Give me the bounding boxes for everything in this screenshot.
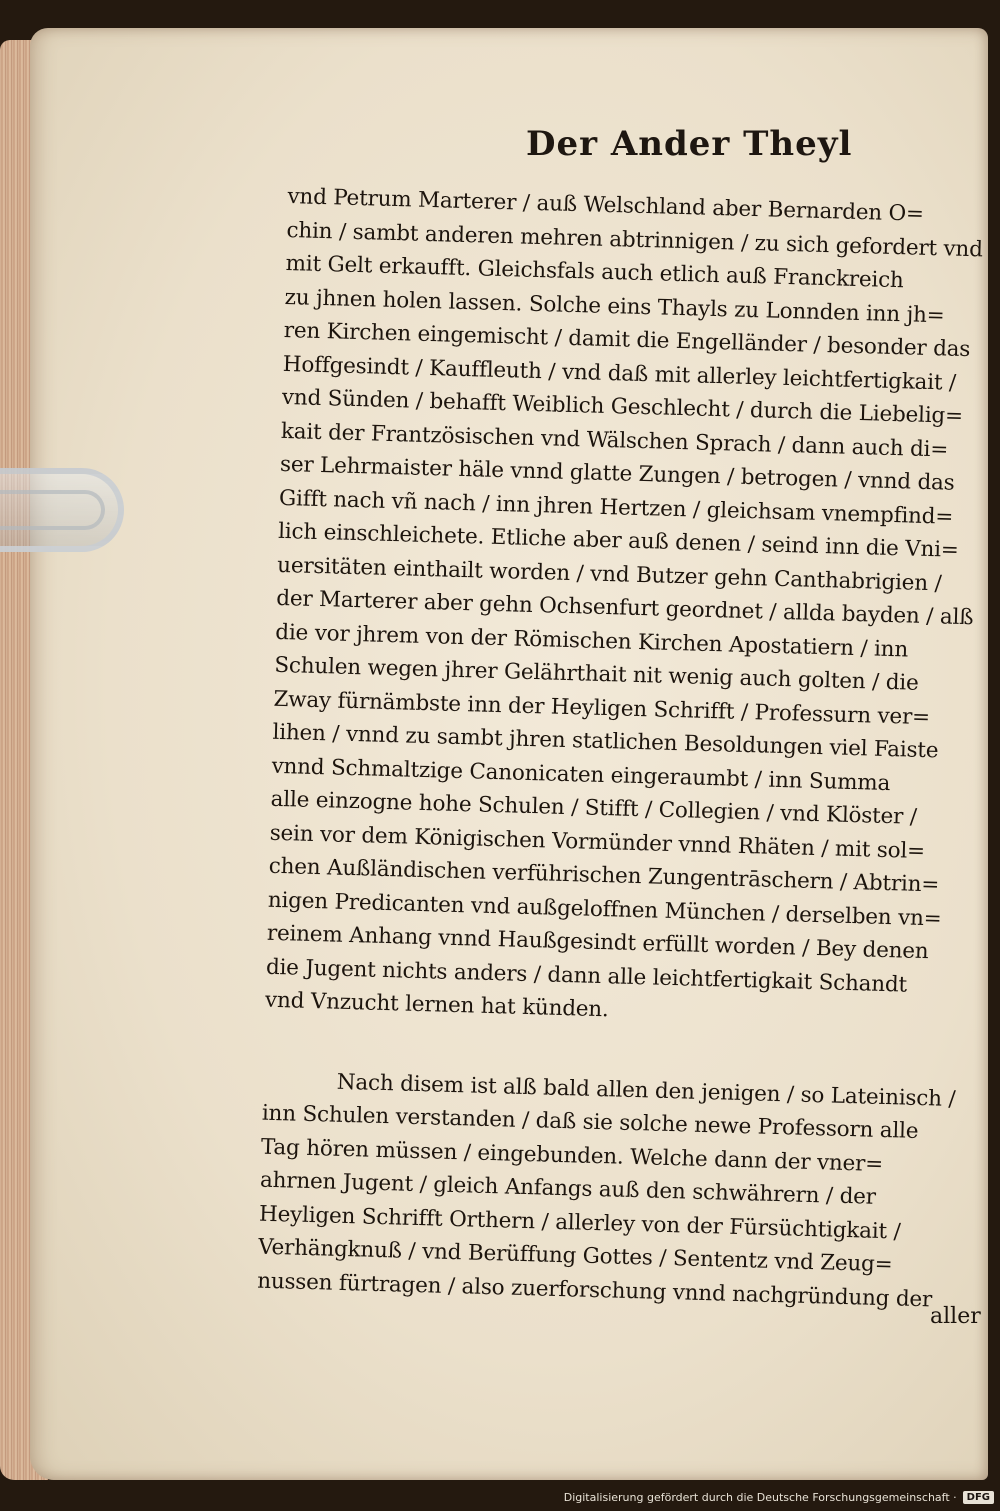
text-line: Nach disem ist alß bald allen den jenigen / so Lateinisch / [336,1069,956,1112]
text-line: lihen / vnnd zu sambt jhren statlichen Besoldungen viel Faiste [272,719,939,764]
text-line: der Marterer aber gehn Ochsenfurt geordnet / allda bayden / alß [275,585,974,631]
dfg-logo: DFG [963,1491,994,1504]
text-line: reinem Anhang vnnd Haußgesindt erfüllt worden / Bey denen [266,920,929,965]
text-line: Verhängknuß / vnd Berüffung Gottes / Sententz vnd Zeug= [257,1234,893,1278]
text-line: ahrnen Jugent / gleich Anfangs auß den schwährern / der [259,1167,877,1210]
text-line: Heyligen Schrifft Orthern / allerley von der Fürsüchtigkait / [258,1201,901,1245]
body-text [257,180,988,1317]
text-line: chen Außländischen verführischen Zungentrāschern / Abtrin= [268,853,940,898]
text-line: die Jugent nichts anders / dann alle leichtfertigkait Schandt [265,954,908,998]
text-line: vnd Petrum Marterer / auß Welschland aber Bernarden O= [287,183,925,227]
paragraph-2 [257,1063,969,1317]
text-line: Gifft nach vñ nach / inn jhren Hertzen / gleichsam vnempfind= [278,485,954,530]
text-line: sein vor dem Königischen Vormünder vnnd Rhäten / mit sol= [269,820,926,864]
text-line: vnnd Schmaltzige Canonicaten eingeraumbt / inn Summa [271,753,891,796]
catchword: aller [930,1304,981,1329]
text-line: nigen Predicanten vnd außgeloffnen München / derselben vn= [267,887,942,932]
text-line: alle einzogne hohe Schulen / Stifft / Collegien / vnd Klöster / [270,786,918,830]
credit-text: Digitalisierung gefördert durch die Deutsche Forschungsgemeinschaft · [563,1490,957,1504]
running-head: Der Ander Theyl [526,124,853,164]
text-line: Tag hören müssen / eingebunden. Welche dann der vner= [260,1134,884,1177]
text-line: ser Lehrmaister häle vnnd glatte Zungen / betrogen / vnnd das [279,451,955,496]
text-line: nussen fürtragen / also zuerforschung vnnd nachgründung der [256,1268,933,1312]
book-page [30,28,988,1480]
text-line: lich einschleichete. Etliche aber auß denen / seind inn die Vni= [277,518,960,563]
text-line: Zway fürnämbste inn der Heyligen Schrifft / Professurn ver= [273,686,931,730]
text-line: mit Gelt erkaufft. Gleichsfals auch etlich auß Franckreich [285,250,904,294]
paragraph-1 [265,180,988,1037]
text-line: Hoffgesindt / Kauffleuth / vnd daß mit allerley leichtfertigkait / [282,351,957,396]
text-line: chin / sambt anderen mehren abtrinnigen / zu sich gefordert vnd [286,217,984,262]
digitization-credit [564,1487,994,1507]
text-line: die vor jhrem von der Römischen Kirchen Apostatiern / inn [275,619,909,662]
text-line: vnd Vnzucht lernen hat künden. [264,987,609,1023]
text-line: kait der Frantzösischen vnd Wälschen Sprach / dann auch di= [280,418,949,463]
text-line: inn Schulen verstanden / daß sie solche newe Professorn alle [261,1100,919,1144]
paper-clip-inner-loop [0,490,105,530]
text-line: ren Kirchen eingemischt / damit die Engelländer / besonder das [283,317,971,363]
text-line: uersitäten einthailt worden / vnd Butzer gehn Canthabrigien / [276,552,942,596]
text-line: zu jhnen holen lassen. Solche eins Thayls zu Lonnden inn jh= [284,284,945,328]
text-line: Schulen wegen jhrer Gelährthait nit wenig auch golten / die [274,652,919,696]
text-line: vnd Sünden / behafft Weiblich Geschlecht / durch die Liebelig= [281,384,964,429]
